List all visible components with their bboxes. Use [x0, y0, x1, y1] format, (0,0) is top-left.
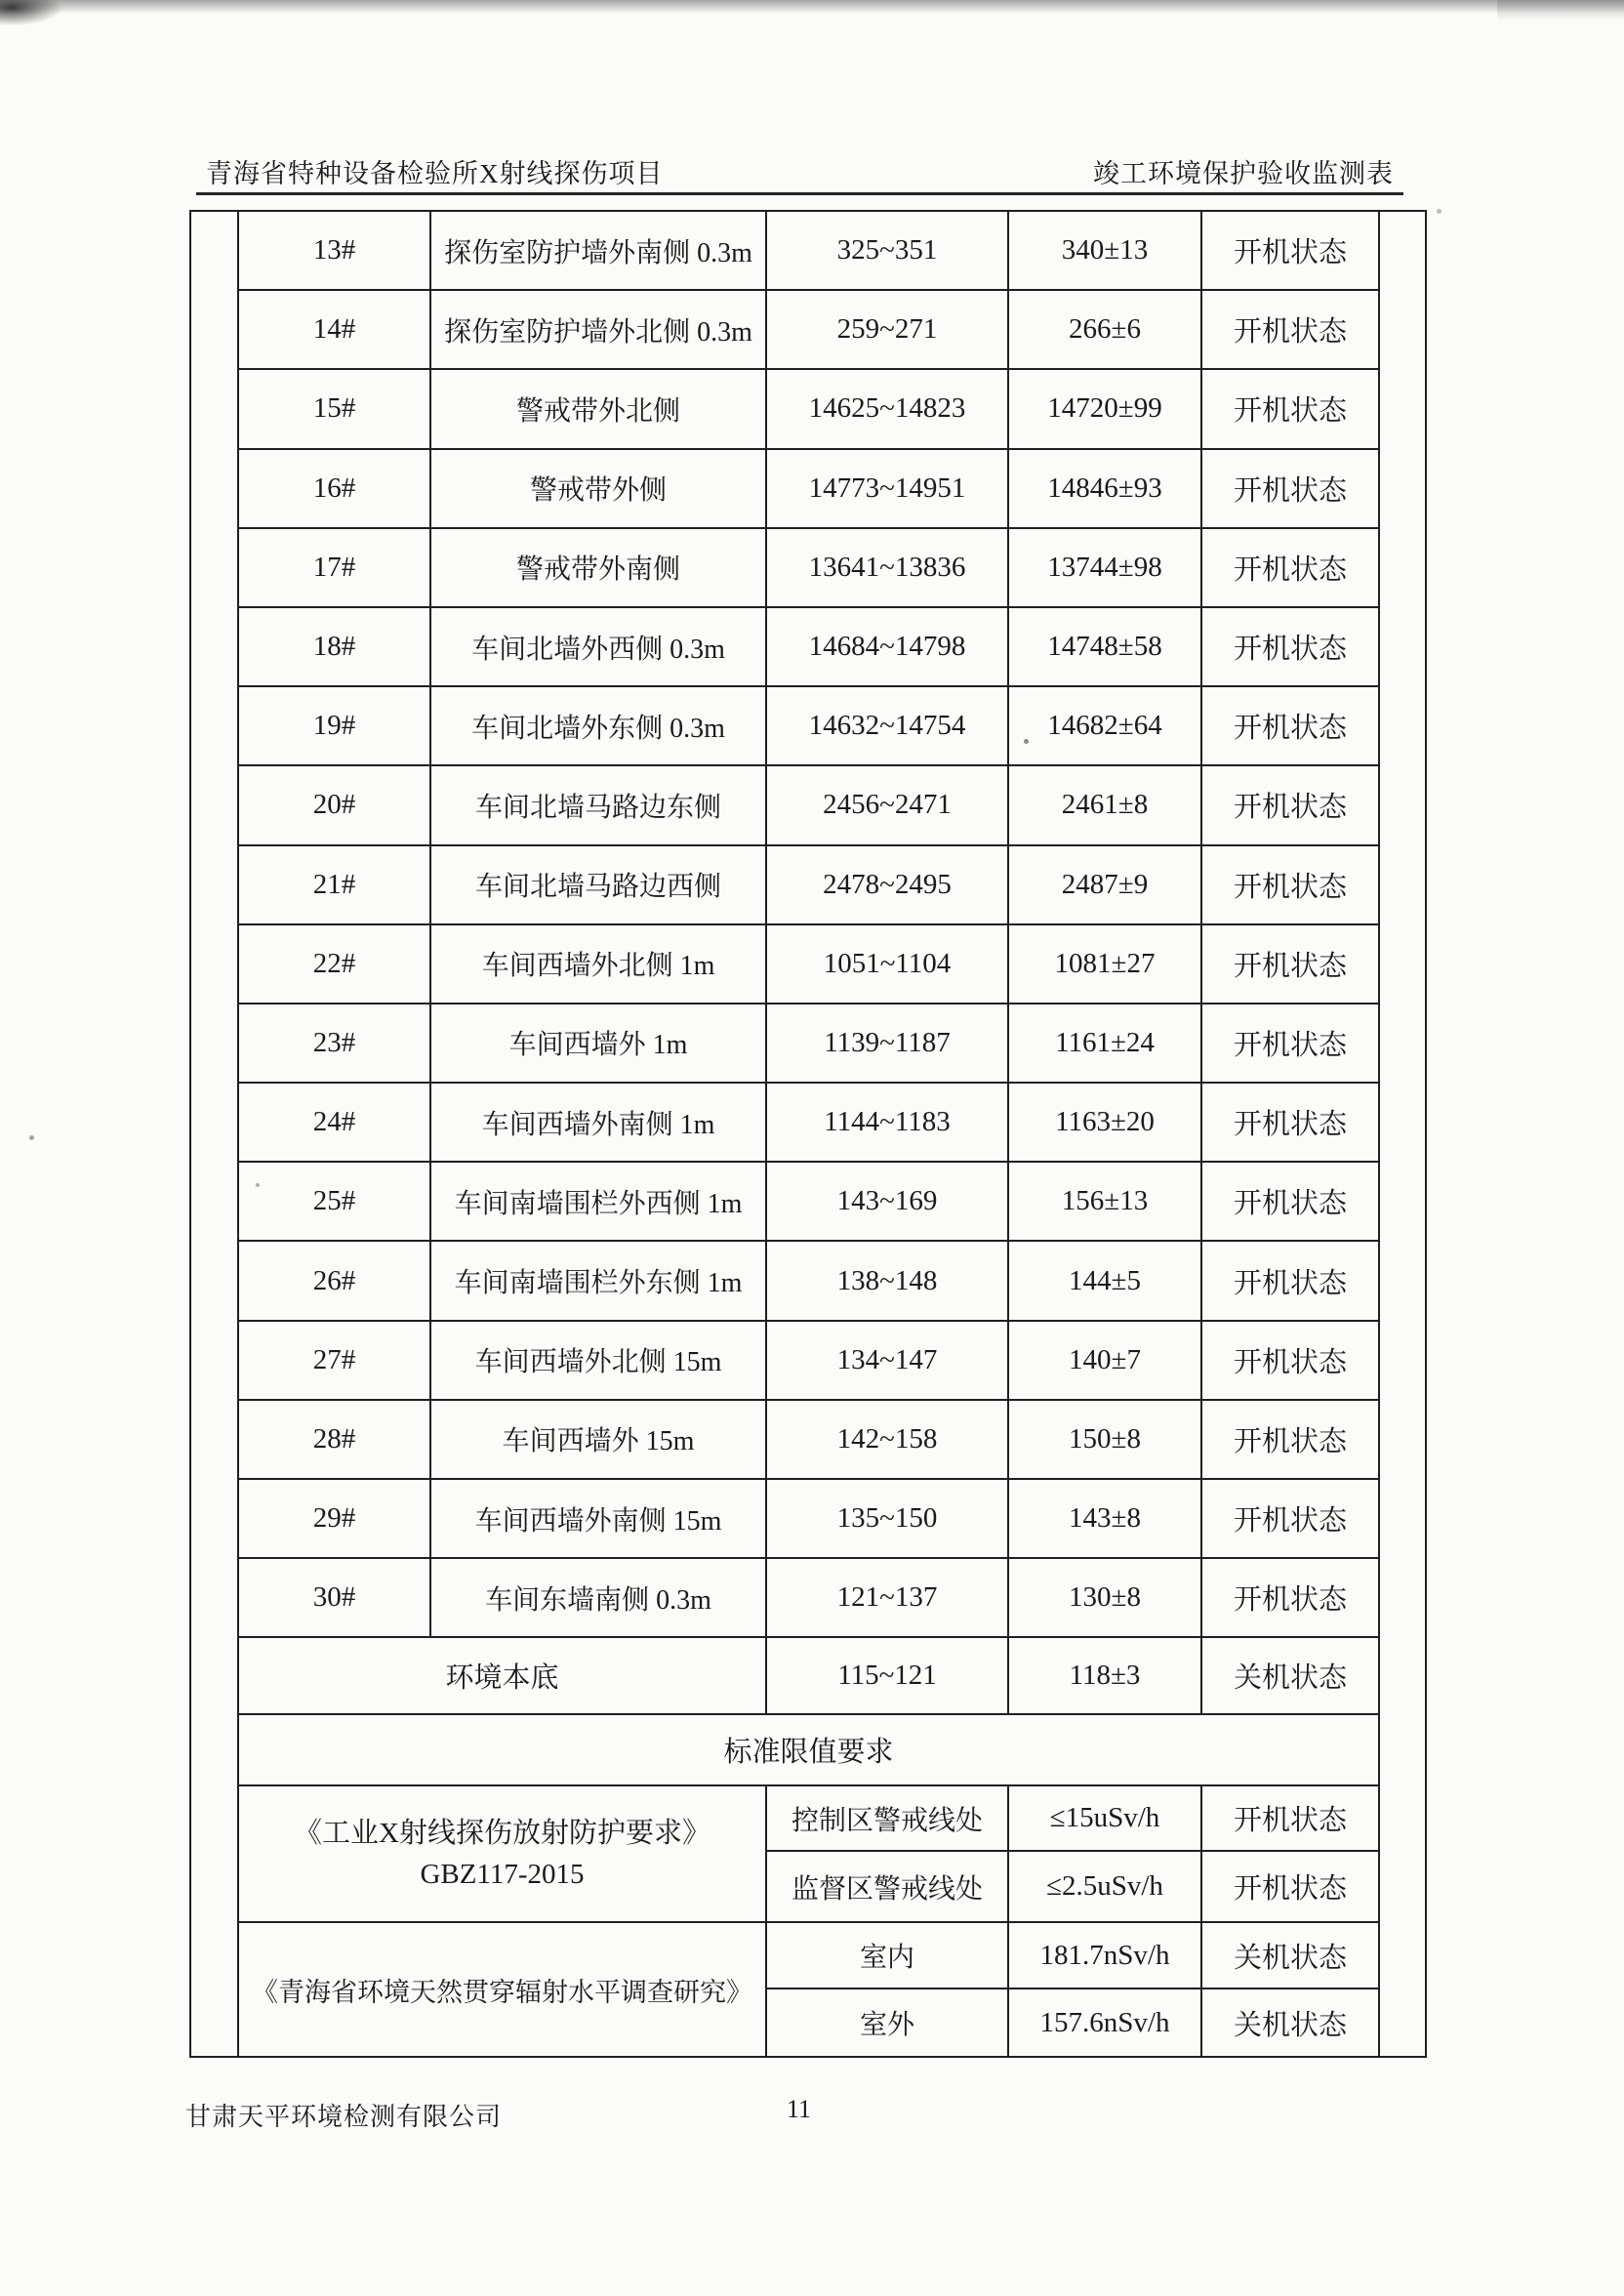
table-left-margin-cell [191, 212, 239, 2056]
background-row-average: 118±3 [1009, 1638, 1202, 1715]
table-right-margin-cell [1380, 212, 1425, 2056]
row-average: 1161±24 [1009, 1004, 1202, 1084]
row-range: 134~147 [767, 1322, 1009, 1401]
row-status: 开机状态 [1202, 1401, 1380, 1480]
row-id: 24# [239, 1084, 431, 1163]
row-id: 28# [239, 1401, 431, 1480]
footer-company-name: 甘肃天平环境检测有限公司 [185, 2103, 503, 2131]
row-location: 车间西墙外北侧 1m [431, 925, 767, 1004]
row-average: 340±13 [1009, 212, 1202, 291]
row-status: 开机状态 [1202, 1084, 1380, 1163]
row-average: 14682±64 [1009, 687, 1202, 766]
row-id: 21# [239, 846, 431, 925]
monitoring-table [189, 210, 1427, 2058]
row-id: 14# [239, 291, 431, 370]
row-status: 开机状态 [1202, 608, 1380, 687]
row-id: 22# [239, 925, 431, 1004]
row-status: 开机状态 [1202, 1559, 1380, 1638]
row-range: 1139~1187 [767, 1004, 1009, 1084]
row-range: 121~137 [767, 1559, 1009, 1638]
row-status: 开机状态 [1202, 846, 1380, 925]
standard-1-status: 开机状态 [1202, 1786, 1380, 1852]
row-range: 1144~1183 [767, 1084, 1009, 1163]
row-id: 25# [239, 1163, 431, 1242]
standard-1-status: 开机状态 [1202, 1852, 1380, 1923]
standard-2-title: 《青海省环境天然贯穿辐射水平调查研究》 [239, 1923, 767, 2056]
row-status: 开机状态 [1202, 212, 1380, 291]
row-id: 23# [239, 1004, 431, 1084]
limits-section-header: 标准限值要求 [239, 1715, 1380, 1786]
row-location: 探伤室防护墙外南侧 0.3m [431, 212, 767, 291]
background-row-range: 115~121 [767, 1638, 1009, 1715]
row-location: 车间西墙外 1m [431, 1004, 767, 1084]
row-range: 2456~2471 [767, 766, 1009, 845]
row-average: 13744±98 [1009, 529, 1202, 608]
row-location: 车间北墙外西侧 0.3m [431, 608, 767, 687]
row-average: 14720±99 [1009, 370, 1202, 449]
row-id: 18# [239, 608, 431, 687]
row-range: 1051~1104 [767, 925, 1009, 1004]
row-range: 325~351 [767, 212, 1009, 291]
footer-page-number: 11 [787, 2095, 812, 2123]
header-doc-title: 竣工环境保护验收监测表 [1093, 159, 1394, 188]
row-range: 138~148 [767, 1242, 1009, 1321]
row-range: 2478~2495 [767, 846, 1009, 925]
row-location: 车间南墙围栏外东侧 1m [431, 1242, 767, 1321]
row-location: 警戒带外南侧 [431, 529, 767, 608]
row-status: 开机状态 [1202, 687, 1380, 766]
row-average: 150±8 [1009, 1401, 1202, 1480]
row-average: 1081±27 [1009, 925, 1202, 1004]
row-range: 14773~14951 [767, 450, 1009, 529]
scan-speck [1437, 209, 1441, 214]
row-status: 开机状态 [1202, 370, 1380, 449]
row-average: 143±8 [1009, 1480, 1202, 1559]
row-id: 20# [239, 766, 431, 845]
row-location: 车间南墙围栏外西侧 1m [431, 1163, 767, 1242]
row-range: 14684~14798 [767, 608, 1009, 687]
row-average: 14846±93 [1009, 450, 1202, 529]
row-average: 144±5 [1009, 1242, 1202, 1321]
standard-2-status: 关机状态 [1202, 1923, 1380, 1989]
row-range: 14625~14823 [767, 370, 1009, 449]
row-average: 2461±8 [1009, 766, 1202, 845]
row-range: 13641~13836 [767, 529, 1009, 608]
row-location: 警戒带外侧 [431, 450, 767, 529]
row-location: 车间西墙外 15m [431, 1401, 767, 1480]
row-location: 车间北墙马路边东侧 [431, 766, 767, 845]
scan-artifact [0, 0, 1624, 14]
row-id: 30# [239, 1559, 431, 1638]
row-status: 开机状态 [1202, 1004, 1380, 1084]
standard-2-limit: 157.6nSv/h [1009, 1989, 1202, 2056]
row-range: 259~271 [767, 291, 1009, 370]
standard-1-title-line2: GBZ117-2015 [420, 1859, 585, 1891]
row-status: 开机状态 [1202, 1480, 1380, 1559]
standard-1-title-line1: 《工业X射线探伤放射防护要求》 [294, 1818, 710, 1850]
row-range: 135~150 [767, 1480, 1009, 1559]
standard-2-limit: 181.7nSv/h [1009, 1923, 1202, 1989]
standard-1-limit: ≤2.5uSv/h [1009, 1852, 1202, 1923]
row-location: 车间北墙马路边西侧 [431, 846, 767, 925]
row-status: 开机状态 [1202, 291, 1380, 370]
row-location: 车间东墙南侧 0.3m [431, 1559, 767, 1638]
row-location: 车间西墙外南侧 1m [431, 1084, 767, 1163]
standard-1-zone: 控制区警戒线处 [767, 1786, 1009, 1852]
standard-1-zone: 监督区警戒线处 [767, 1852, 1009, 1923]
row-average: 156±13 [1009, 1163, 1202, 1242]
standard-1-limit: ≤15uSv/h [1009, 1786, 1202, 1852]
scan-artifact [0, 0, 62, 25]
row-range: 14632~14754 [767, 687, 1009, 766]
background-row-status: 关机状态 [1202, 1638, 1380, 1715]
row-average: 1163±20 [1009, 1084, 1202, 1163]
row-average: 14748±58 [1009, 608, 1202, 687]
row-average: 130±8 [1009, 1559, 1202, 1638]
row-id: 29# [239, 1480, 431, 1559]
row-id: 16# [239, 450, 431, 529]
standard-2-zone: 室内 [767, 1923, 1009, 1989]
row-status: 开机状态 [1202, 529, 1380, 608]
row-status: 开机状态 [1202, 1163, 1380, 1242]
scan-speck [29, 1135, 34, 1140]
background-row-label: 环境本底 [239, 1638, 767, 1715]
header-project-title: 青海省特种设备检验所X射线探伤项目 [206, 159, 664, 188]
row-location: 车间西墙外北侧 15m [431, 1322, 767, 1401]
row-average: 266±6 [1009, 291, 1202, 370]
standard-2-status: 关机状态 [1202, 1989, 1380, 2056]
row-location: 警戒带外北侧 [431, 370, 767, 449]
row-id: 13# [239, 212, 431, 291]
row-average: 140±7 [1009, 1322, 1202, 1401]
row-status: 开机状态 [1202, 450, 1380, 529]
row-status: 开机状态 [1202, 1322, 1380, 1401]
row-id: 15# [239, 370, 431, 449]
standard-1-title [239, 1786, 767, 1923]
row-location: 车间西墙外南侧 15m [431, 1480, 767, 1559]
row-location: 探伤室防护墙外北侧 0.3m [431, 291, 767, 370]
row-status: 开机状态 [1202, 766, 1380, 845]
row-id: 26# [239, 1242, 431, 1321]
standard-2-zone: 室外 [767, 1989, 1009, 2056]
row-status: 开机状态 [1202, 925, 1380, 1004]
row-location: 车间北墙外东侧 0.3m [431, 687, 767, 766]
row-average: 2487±9 [1009, 846, 1202, 925]
header-rule [196, 192, 1403, 195]
row-status: 开机状态 [1202, 1242, 1380, 1321]
row-range: 142~158 [767, 1401, 1009, 1480]
scan-artifact [1497, 0, 1624, 21]
row-id: 17# [239, 529, 431, 608]
row-id: 27# [239, 1322, 431, 1401]
row-range: 143~169 [767, 1163, 1009, 1242]
row-id: 19# [239, 687, 431, 766]
